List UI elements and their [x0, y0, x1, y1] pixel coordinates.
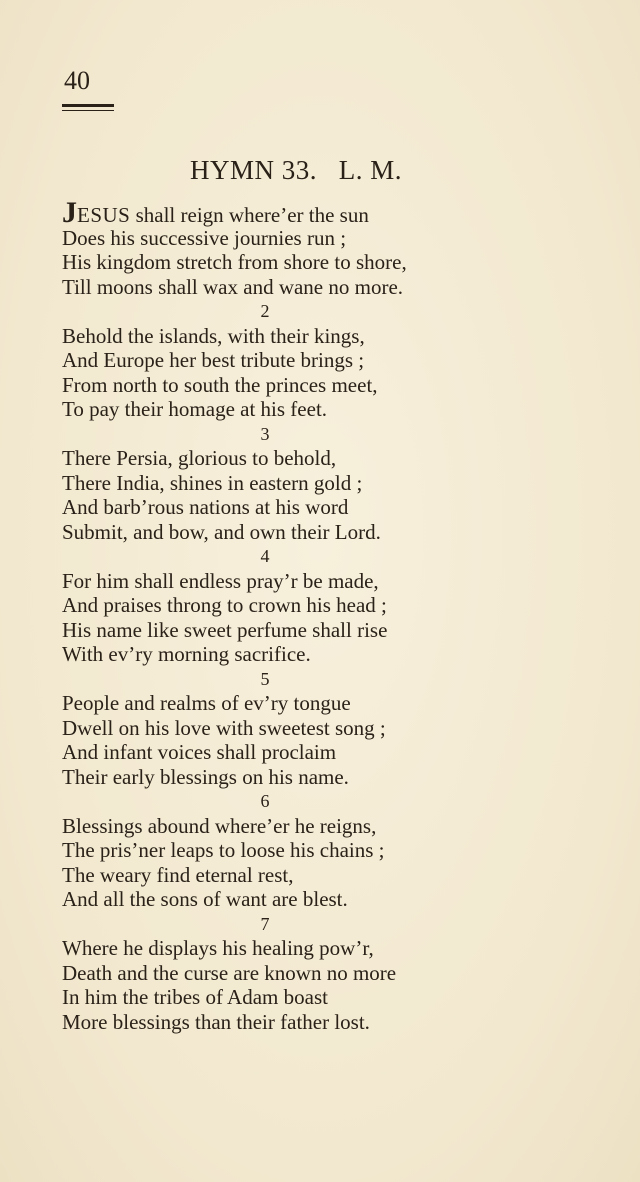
verse-line: Does his successive journies run ; [62, 225, 347, 250]
first-line-rest: shall reign where’er the sun [130, 203, 369, 227]
verse-line: People and realms of ev’ry tongue [62, 691, 351, 715]
header-rule-thick [62, 104, 114, 107]
verse-line: And infant voices shall proclaim [62, 740, 337, 764]
verse-line: Submit, and bow, and own their Lord. [62, 519, 381, 544]
stanza-number: 6 [260, 791, 270, 811]
verse-line: And praises throng to crown his head ; [62, 593, 387, 617]
verse-line: For him shall endless pray’r be made, [62, 568, 379, 593]
verse-line: From north to south the princes meet, [62, 372, 378, 397]
stanza-number: 2 [260, 301, 270, 321]
verse-line: The pris’ner leaps to loose his chains ; [62, 838, 385, 862]
hymn-text [62, 196, 482, 1034]
page-number: 40 [64, 66, 90, 95]
verse-line: The weary find eternal rest, [62, 862, 294, 887]
verse-line: And Europe her best tribute brings ; [62, 348, 365, 372]
first-word-rest: ESUS [77, 203, 131, 227]
first-line [62, 196, 482, 229]
verse-line: Dwell on his love with sweetest song ; [62, 715, 386, 740]
verse-line: There Persia, glorious to behold, [62, 446, 337, 470]
verse-line: Death and the curse are known no more [62, 960, 397, 985]
verse-line: Where he displays his healing pow’r, [62, 936, 374, 960]
verse-line: His kingdom stretch from shore to shore, [62, 250, 407, 274]
drop-cap: J [62, 196, 77, 229]
verse-line: To pay their homage at his feet. [62, 397, 328, 421]
stanza-number: 3 [260, 423, 270, 444]
verse-line: There India, shines in eastern gold ; [62, 470, 363, 495]
verse-line: Till moons shall wax and wane no more. [62, 274, 404, 299]
stanza-number: 7 [260, 913, 270, 934]
verse-line: Behold the islands, with their kings, [62, 323, 365, 348]
verse-line: With ev’ry morning sacrifice. [62, 642, 311, 666]
hymn-title: HYMN 33. L. M. [189, 155, 402, 185]
verse-line: More blessings than their father lost. [62, 1009, 370, 1034]
verse-line: In him the tribes of Adam boast [62, 985, 328, 1009]
stanza-number: 4 [260, 546, 270, 566]
verse-line: And barb’rous nations at his word [62, 495, 349, 519]
verse-line: His name like sweet perfume shall rise [62, 617, 388, 642]
verse-line: And all the sons of want are blest. [62, 887, 348, 911]
stanza-number: 5 [260, 668, 270, 689]
header-rule-thin [62, 110, 114, 111]
verse-line: Blessings abound where’er he reigns, [62, 813, 377, 838]
verse-line: Their early blessings on his name. [62, 764, 349, 789]
